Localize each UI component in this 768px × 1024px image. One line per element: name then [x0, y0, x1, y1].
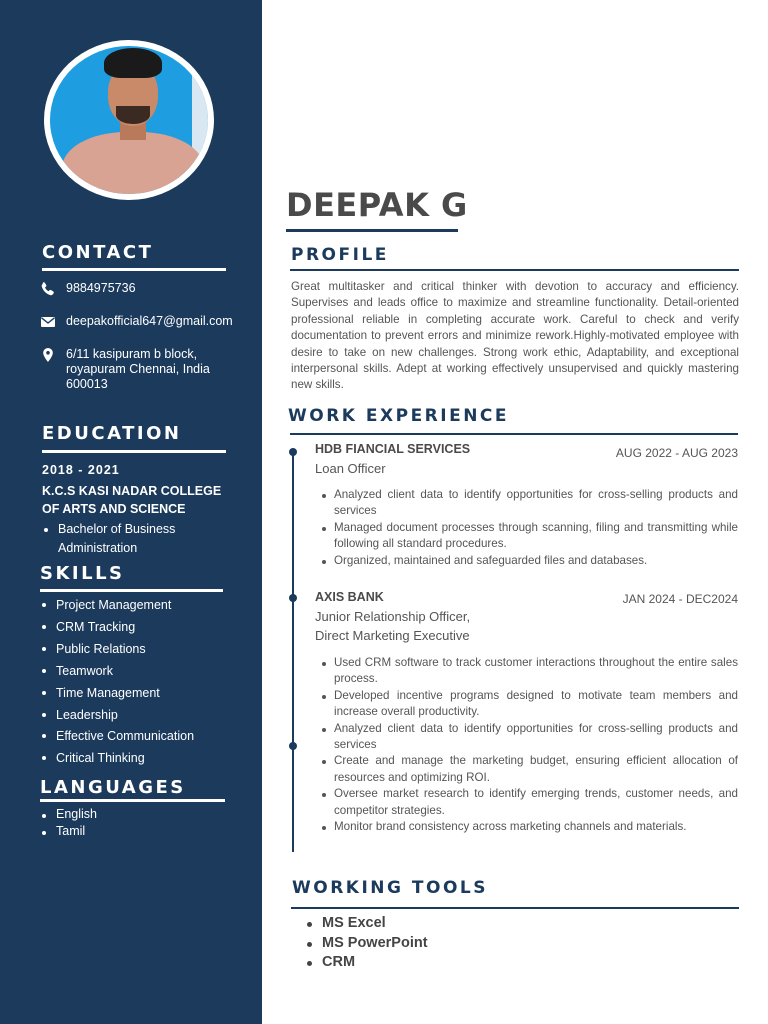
job-duties-list [320, 487, 738, 569]
job-duty: Oversee market research to identify emerging trends, customer needs, and competitor strategies. [320, 786, 738, 819]
working-tools-divider [291, 907, 739, 909]
job-duties-list [320, 655, 738, 835]
work-experience-divider [290, 433, 738, 435]
job-company: HDB FIANCIAL SERVICES [315, 442, 471, 456]
language-item: Tamil [40, 823, 97, 840]
contact-heading: CONTACT [42, 242, 154, 263]
skill-item: Effective Communication [40, 726, 194, 748]
job-duty: Create and manage the marketing budget, ensuring efficient allocation of resources and optimizing ROI. [320, 753, 738, 786]
email-icon [40, 314, 56, 330]
job-company: AXIS BANK [315, 590, 384, 604]
languages-divider [40, 799, 225, 802]
contact-divider [42, 268, 226, 271]
address-line-3: 600013 [66, 377, 108, 391]
profile-summary: Great multitasker and critical thinker with devotion to accuracy and efficiency. Supervises and leads office to maximize and streamline functionality. Detail-oriented professional reliable in completing accurate work. Careful to check and verify documentation to prevent errors and minimize rework.Highly-motivated employee with desire to take on new challenges. Strong work ethic, Adaptability, and exceptional interpersonal skills. Adept at working effectively unsupervised and quickly mastering new skills. [291, 280, 739, 392]
languages-heading: LANGUAGES [40, 777, 186, 798]
work-experience-heading: WORK EXPERIENCE [288, 406, 510, 426]
education-years: 2018 - 2021 [42, 463, 120, 477]
tool-item: MS Excel [306, 914, 428, 934]
school-line-1: K.C.S KASI NADAR COLLEGE [42, 484, 222, 498]
address-line-1: 6/11 kasipuram b block, [66, 347, 198, 361]
job-duty: Organized, maintained and safeguarded files and databases. [320, 553, 738, 569]
skill-item: Project Management [40, 595, 194, 617]
job-duty: Used CRM software to track customer interactions throughout the entire sales process. [320, 655, 738, 688]
profile-photo [50, 46, 208, 194]
profile-divider [290, 269, 739, 271]
language-item: English [40, 806, 97, 823]
skill-item: Teamwork [40, 661, 194, 683]
tool-item: CRM [306, 953, 428, 973]
job-duty: Analyzed client data to identify opportunities for cross-selling products and services [320, 487, 738, 520]
job-duty: Monitor brand consistency across marketing channels and materials. [320, 819, 738, 835]
profile-heading: PROFILE [291, 245, 389, 265]
degree-line-1: Bachelor of Business [58, 522, 176, 536]
skills-heading: SKILLS [40, 563, 125, 584]
email-address[interactable]: deepakofficial647@gmail.com [66, 314, 233, 328]
address-text [66, 347, 256, 392]
sidebar [0, 0, 262, 1024]
location-pin-icon [40, 347, 56, 363]
skills-divider [40, 589, 223, 592]
education-heading: EDUCATION [42, 423, 182, 444]
skill-item: CRM Tracking [40, 617, 194, 639]
phone-number[interactable]: 9884975736 [66, 281, 136, 295]
timeline-dot [289, 742, 297, 750]
job-duty: Analyzed client data to identify opportunities for cross-selling products and services [320, 721, 738, 754]
skill-item: Critical Thinking [40, 748, 194, 770]
tool-item: MS PowerPoint [306, 934, 428, 954]
tools-list [306, 914, 428, 973]
timeline-dot [289, 448, 297, 456]
timeline-dot [289, 594, 297, 602]
address-line-2: royapuram Chennai, India [66, 362, 210, 376]
job-role-line-2: Direct Marketing Executive [315, 628, 470, 643]
degree-line-2: Administration [58, 541, 138, 555]
skill-item: Leadership [40, 705, 194, 727]
working-tools-heading: WORKING TOOLS [292, 878, 488, 898]
job-dates: JAN 2024 - DEC2024 [622, 592, 738, 606]
skills-list [40, 595, 194, 770]
education-school [42, 482, 252, 518]
education-divider [42, 450, 226, 453]
name-underline [286, 229, 458, 232]
degree-list [42, 520, 175, 558]
job-role [315, 607, 470, 645]
skill-item: Public Relations [40, 639, 194, 661]
school-line-2: OF ARTS AND SCIENCE [42, 502, 186, 516]
job-role: Loan Officer [315, 461, 386, 476]
job-role-line-1: Junior Relationship Officer, [315, 609, 471, 624]
job-duty: Managed document processes through scanning, filing and transmitting while following all standard procedures. [320, 520, 738, 553]
timeline-line [292, 450, 294, 852]
job-dates: AUG 2022 - AUG 2023 [615, 446, 738, 460]
profile-photo-frame [44, 40, 214, 200]
skill-item: Time Management [40, 683, 194, 705]
job-duty: Developed incentive programs designed to motivate team members and increase overall productivity. [320, 688, 738, 721]
candidate-name: DEEPAK G [286, 186, 468, 224]
phone-icon [40, 281, 56, 297]
languages-list [40, 806, 97, 840]
degree-item [42, 520, 175, 558]
